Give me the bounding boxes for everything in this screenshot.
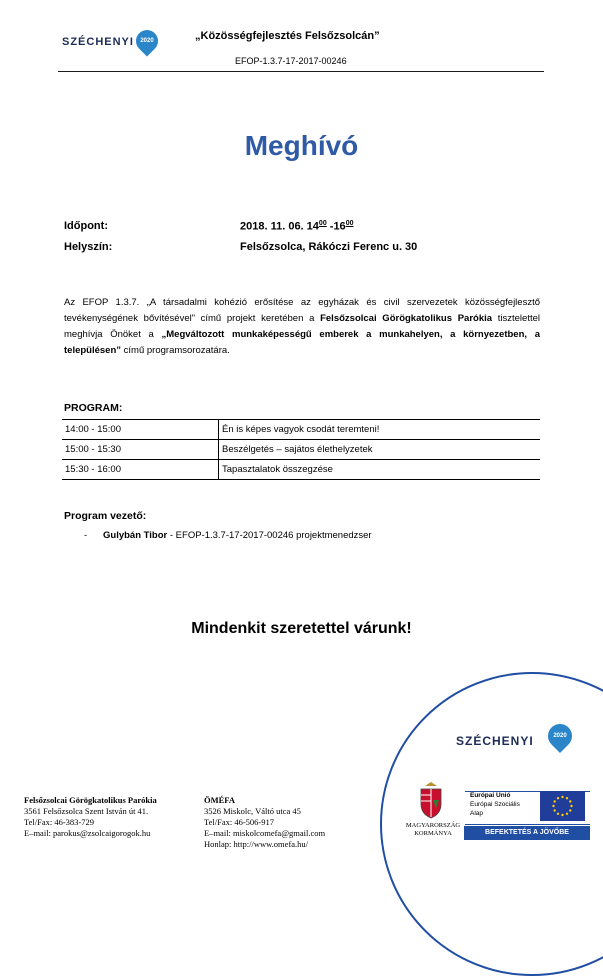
org1-phone: Tel/Fax: 46-383-729 xyxy=(24,817,94,827)
program-time: 15:00 - 15:30 xyxy=(62,440,219,460)
location-pin-icon xyxy=(543,719,577,753)
leader-role: - EFOP-1.3.7-17-2017-00246 projektmenedzser xyxy=(167,530,372,541)
table-row xyxy=(62,460,540,480)
project-title: „Közösségfejlesztés Felsőzsolcán” xyxy=(195,30,380,42)
footer-logo-year: 2020 xyxy=(553,733,567,739)
time-value-date: 2018. 11. 06. 14 xyxy=(240,220,319,233)
government-label: MAGYARORSZÁG KORMÁNYA xyxy=(405,822,461,837)
org2-email: E–mail: miskolcomefa@gmail.com xyxy=(204,828,326,838)
intro-text-2: tisztelettel meghívja Önöket a xyxy=(64,313,540,340)
project-code: EFOP-1.3.7-17-2017-00246 xyxy=(235,56,347,66)
table-row xyxy=(62,440,540,460)
org1-email: E–mail: parokus@zsolcaigorogok.hu xyxy=(24,828,151,838)
eu-line-3: Alap xyxy=(470,810,484,817)
org1-address: 3561 Felsőzsolca Szent István út 41. xyxy=(24,806,149,816)
program-topic: Beszélgetés – sajátos élethelyzetek xyxy=(219,440,541,460)
org2-web: Honlap: http://www.omefa.hu/ xyxy=(204,839,309,849)
eu-line-2: Európai Szociális xyxy=(470,801,520,808)
szechenyi-logo-text: SZÉCHENYI xyxy=(62,36,134,48)
eu-flag-icon xyxy=(540,791,585,821)
place-label: Helyszín: xyxy=(64,241,113,253)
org2-address: 3526 Miskolc, Váltó utca 45 xyxy=(204,806,301,816)
eu-text xyxy=(470,791,520,818)
leader-label: Program vezető: xyxy=(64,510,147,522)
time-start-minutes: 00 xyxy=(318,220,327,227)
org2-phone: Tel/Fax: 46-506-917 xyxy=(204,817,274,827)
footer-logo-text: SZÉCHENYI xyxy=(456,734,534,748)
leader-name: Gulybán Tibor xyxy=(103,530,168,541)
bullet: - xyxy=(84,530,88,541)
coat-of-arms-icon xyxy=(416,780,446,820)
org2-name: ÖMÉFA xyxy=(204,795,236,805)
intro-event: „Megváltozott munkaképességű emberek a munkahelyen, a környezetben, a településen” xyxy=(64,329,540,356)
logo-year: 2020 xyxy=(140,38,154,44)
program-topic: Tapasztalatok összegzése xyxy=(219,460,541,480)
location-pin-icon xyxy=(131,25,162,56)
table-row xyxy=(62,420,540,440)
leader-line xyxy=(84,530,372,541)
szechenyi-logo xyxy=(62,28,162,64)
time-value xyxy=(240,220,353,233)
intro-org: Felsőzsolcai Görögkatolikus Parókia xyxy=(320,313,493,324)
time-end-hour: -16 xyxy=(326,220,346,233)
program-time: 15:30 - 16:00 xyxy=(62,460,219,480)
header-divider xyxy=(58,71,544,72)
time-label: Időpont: xyxy=(64,220,108,232)
closing-text: Mindenkit szeretettel várunk! xyxy=(191,620,412,637)
place-value: Felsőzsolca, Rákóczi Ferenc u. 30 xyxy=(240,241,418,253)
eu-banner: BEFEKTETÉS A JÖVŐBE xyxy=(464,826,590,840)
program-time: 14:00 - 15:00 xyxy=(62,420,219,440)
page-title: Meghívó xyxy=(244,130,359,161)
intro-text-3: című programsorozatára. xyxy=(121,345,230,356)
time-end-minutes: 00 xyxy=(345,220,354,227)
program-topic: Én is képes vagyok csodát teremteni! xyxy=(219,420,541,440)
intro-text-1: Az EFOP 1.3.7. „A társadalmi kohézió erősítése az egyházak és civil szervezetek közösségfejlesztő tevékenységének bővítésével” című projekt keretében a xyxy=(64,297,540,324)
org2-contact xyxy=(204,795,325,850)
intro-paragraph xyxy=(64,295,540,359)
program-label: PROGRAM: xyxy=(64,402,123,414)
org1-name: Felsőzsolcai Görögkatolikus Parókia xyxy=(24,795,157,805)
program-table xyxy=(62,419,540,480)
footer-szechenyi-logo xyxy=(456,732,567,750)
org1-contact xyxy=(24,795,157,839)
eu-line-1: Európai Unió xyxy=(470,792,511,799)
